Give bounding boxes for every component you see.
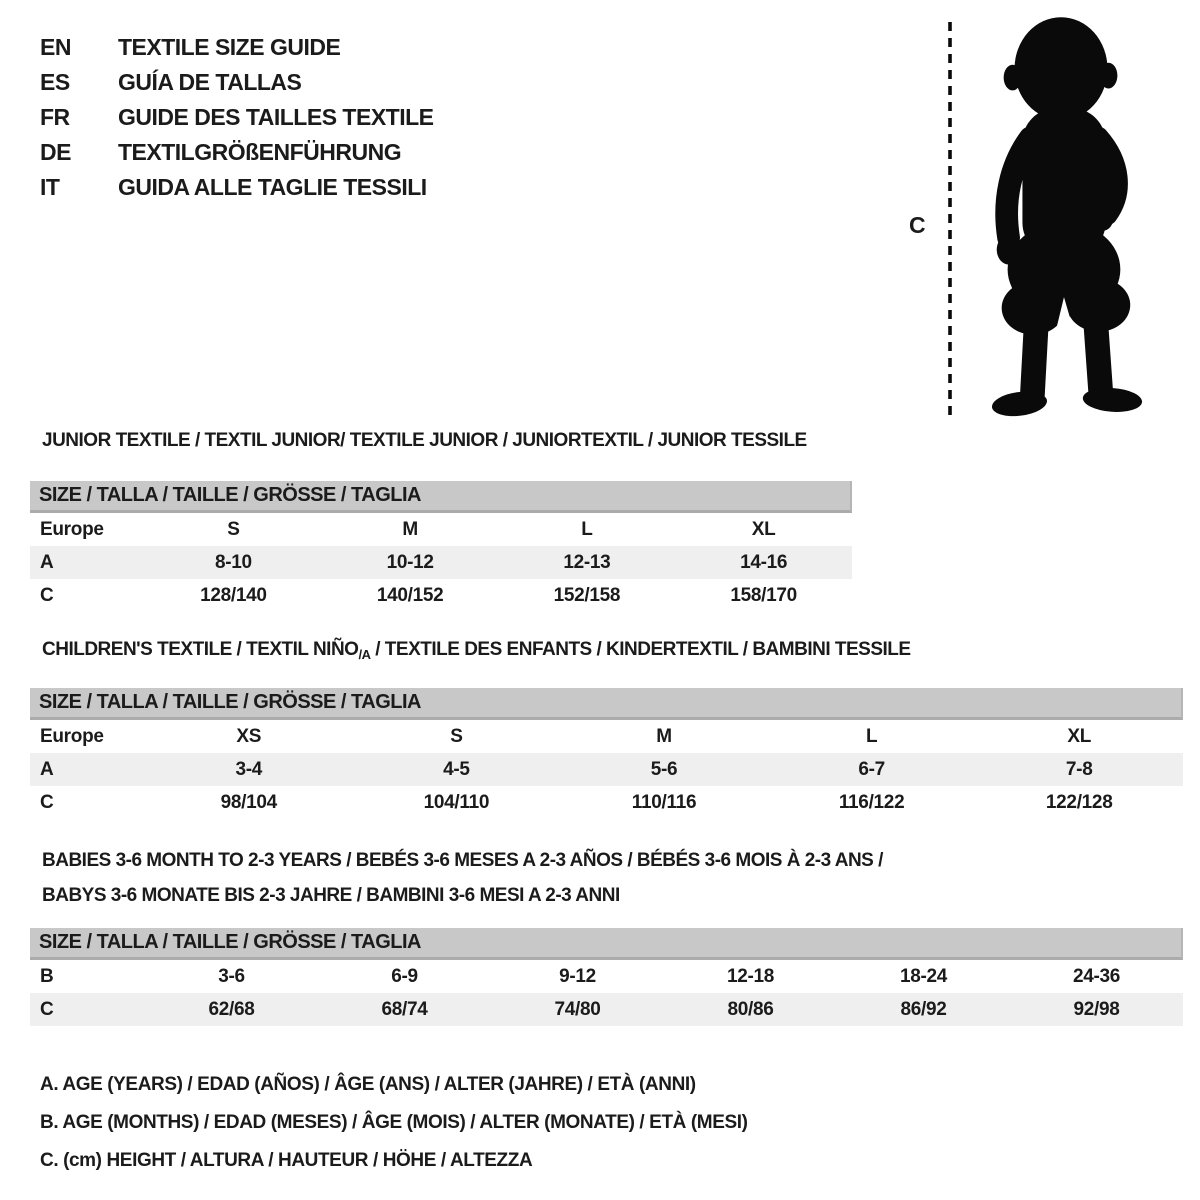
size-table-header: SIZE / TALLA / TAILLE / GRÖSSE / TAGLIA <box>30 481 852 513</box>
table-row-months <box>30 960 1183 993</box>
language-code: IT <box>40 174 60 200</box>
size-cell: 104/110 <box>423 792 490 813</box>
row-label: C <box>40 999 54 1020</box>
language-code: FR <box>40 104 70 130</box>
size-cell: 24-36 <box>1072 966 1121 987</box>
size-cell: M <box>656 726 672 747</box>
table-row-height <box>30 993 1183 1026</box>
children-size-table <box>30 688 1183 819</box>
children-title-main2: / TEXTILE DES ENFANTS / KINDERTEXTIL / BAMBINI TESSILE <box>370 639 911 660</box>
babies-title-line2: BABYS 3-6 MONATE BIS 2-3 JAHRE / BAMBINI 3-6 MESI A 2-3 ANNI <box>42 885 620 906</box>
row-label: C <box>40 792 54 813</box>
table-row-europe <box>30 720 1183 753</box>
toddler-silhouette-icon <box>973 12 1151 422</box>
table-row-height <box>30 579 852 612</box>
size-cell: XL <box>1067 726 1092 747</box>
size-cell: 9-12 <box>559 966 596 987</box>
language-title: TEXTILGRÖßENFÜHRUNG <box>118 139 402 165</box>
size-cell: 86/92 <box>900 999 947 1020</box>
language-code: DE <box>40 139 71 165</box>
size-cell: S <box>227 519 240 540</box>
size-cell: 128/140 <box>200 585 267 606</box>
size-cell: 80/86 <box>727 999 774 1020</box>
size-cell: 152/158 <box>553 585 621 606</box>
babies-section-title <box>42 843 883 913</box>
size-cell: 3-6 <box>218 966 245 987</box>
size-cell: L <box>581 519 593 540</box>
size-cell: 116/122 <box>838 792 905 813</box>
size-cell: 7-8 <box>1065 759 1093 780</box>
table-row-europe <box>30 513 852 546</box>
size-cell: 68/74 <box>381 999 428 1020</box>
language-row <box>40 135 434 170</box>
children-title-main1: CHILDREN'S TEXTILE / TEXTIL NIÑO <box>42 639 359 660</box>
size-cell: 98/104 <box>220 792 277 813</box>
size-cell: XS <box>236 726 262 747</box>
language-row <box>40 65 434 100</box>
measure-label-c: C <box>909 212 926 238</box>
size-cell: 158/170 <box>730 585 797 606</box>
junior-size-table <box>30 481 852 612</box>
size-cell: 14-16 <box>740 552 788 573</box>
table-row-age <box>30 753 1183 786</box>
size-cell: 5-6 <box>650 759 678 780</box>
language-row <box>40 100 434 135</box>
table-row-age <box>30 546 852 579</box>
size-cell: 10-12 <box>386 552 434 573</box>
size-cell: M <box>402 519 418 540</box>
language-title: GUIDA ALLE TAGLIE TESSILI <box>118 174 427 200</box>
size-cell: 6-7 <box>858 759 885 780</box>
size-cell: 6-9 <box>391 966 418 987</box>
row-label: Europe <box>40 519 104 540</box>
language-title: GUIDE DES TAILLES TEXTILE <box>118 104 434 130</box>
size-cell: 92/98 <box>1073 999 1120 1020</box>
language-code: EN <box>40 34 71 60</box>
row-label: A <box>40 759 54 780</box>
size-cell: 8-10 <box>214 552 252 573</box>
row-label: Europe <box>40 726 104 747</box>
size-cell: 74/80 <box>554 999 601 1020</box>
legend-item-c: C. (cm) HEIGHT / ALTURA / HAUTEUR / HÖHE / ALTEZZA <box>40 1150 533 1171</box>
babies-title-line1: BABIES 3-6 MONTH TO 2-3 YEARS / BEBÉS 3-6 MESES A 2-3 AÑOS / BÉBÉS 3-6 MOIS À 2-3 ANS / <box>42 850 883 871</box>
row-label: A <box>40 552 54 573</box>
measurement-legend <box>40 1066 748 1180</box>
language-title: TEXTILE SIZE GUIDE <box>118 34 341 60</box>
junior-section-title: JUNIOR TEXTILE / TEXTIL JUNIOR/ TEXTILE JUNIOR / JUNIORTEXTIL / JUNIOR TESSILE <box>42 430 807 451</box>
language-code: ES <box>40 69 70 95</box>
language-title: GUÍA DE TALLAS <box>118 69 302 95</box>
height-figure <box>895 10 1170 425</box>
row-label: C <box>40 585 54 606</box>
size-cell: 3-4 <box>235 759 263 780</box>
language-row <box>40 30 434 65</box>
height-dashed-line-icon <box>946 14 954 420</box>
size-cell: 110/116 <box>631 792 697 813</box>
size-cell: 140/152 <box>376 585 444 606</box>
size-cell: 62/68 <box>208 999 255 1020</box>
row-label: B <box>40 966 54 987</box>
size-cell: 12-13 <box>563 552 611 573</box>
language-row <box>40 170 434 205</box>
size-table-header: SIZE / TALLA / TAILLE / GRÖSSE / TAGLIA <box>30 928 1183 960</box>
size-cell: 18-24 <box>899 966 948 987</box>
children-section-title <box>42 639 911 662</box>
size-cell: XL <box>751 519 776 540</box>
language-title-block <box>40 30 434 205</box>
legend-item-a: A. AGE (YEARS) / EDAD (AÑOS) / ÂGE (ANS) / ALTER (JAHRE) / ETÀ (ANNI) <box>40 1074 696 1095</box>
size-cell: 4-5 <box>443 759 470 780</box>
size-table-header: SIZE / TALLA / TAILLE / GRÖSSE / TAGLIA <box>30 688 1183 720</box>
size-cell: 12-18 <box>726 966 775 987</box>
size-cell: L <box>865 726 878 747</box>
children-title-sub: /A <box>358 647 371 662</box>
size-cell: S <box>450 726 463 747</box>
size-cell: 122/128 <box>1045 792 1113 813</box>
table-row-height <box>30 786 1183 819</box>
legend-item-b: B. AGE (MONTHS) / EDAD (MESES) / ÂGE (MOIS) / ALTER (MONATE) / ETÀ (MESI) <box>40 1112 748 1133</box>
babies-size-table <box>30 928 1183 1026</box>
